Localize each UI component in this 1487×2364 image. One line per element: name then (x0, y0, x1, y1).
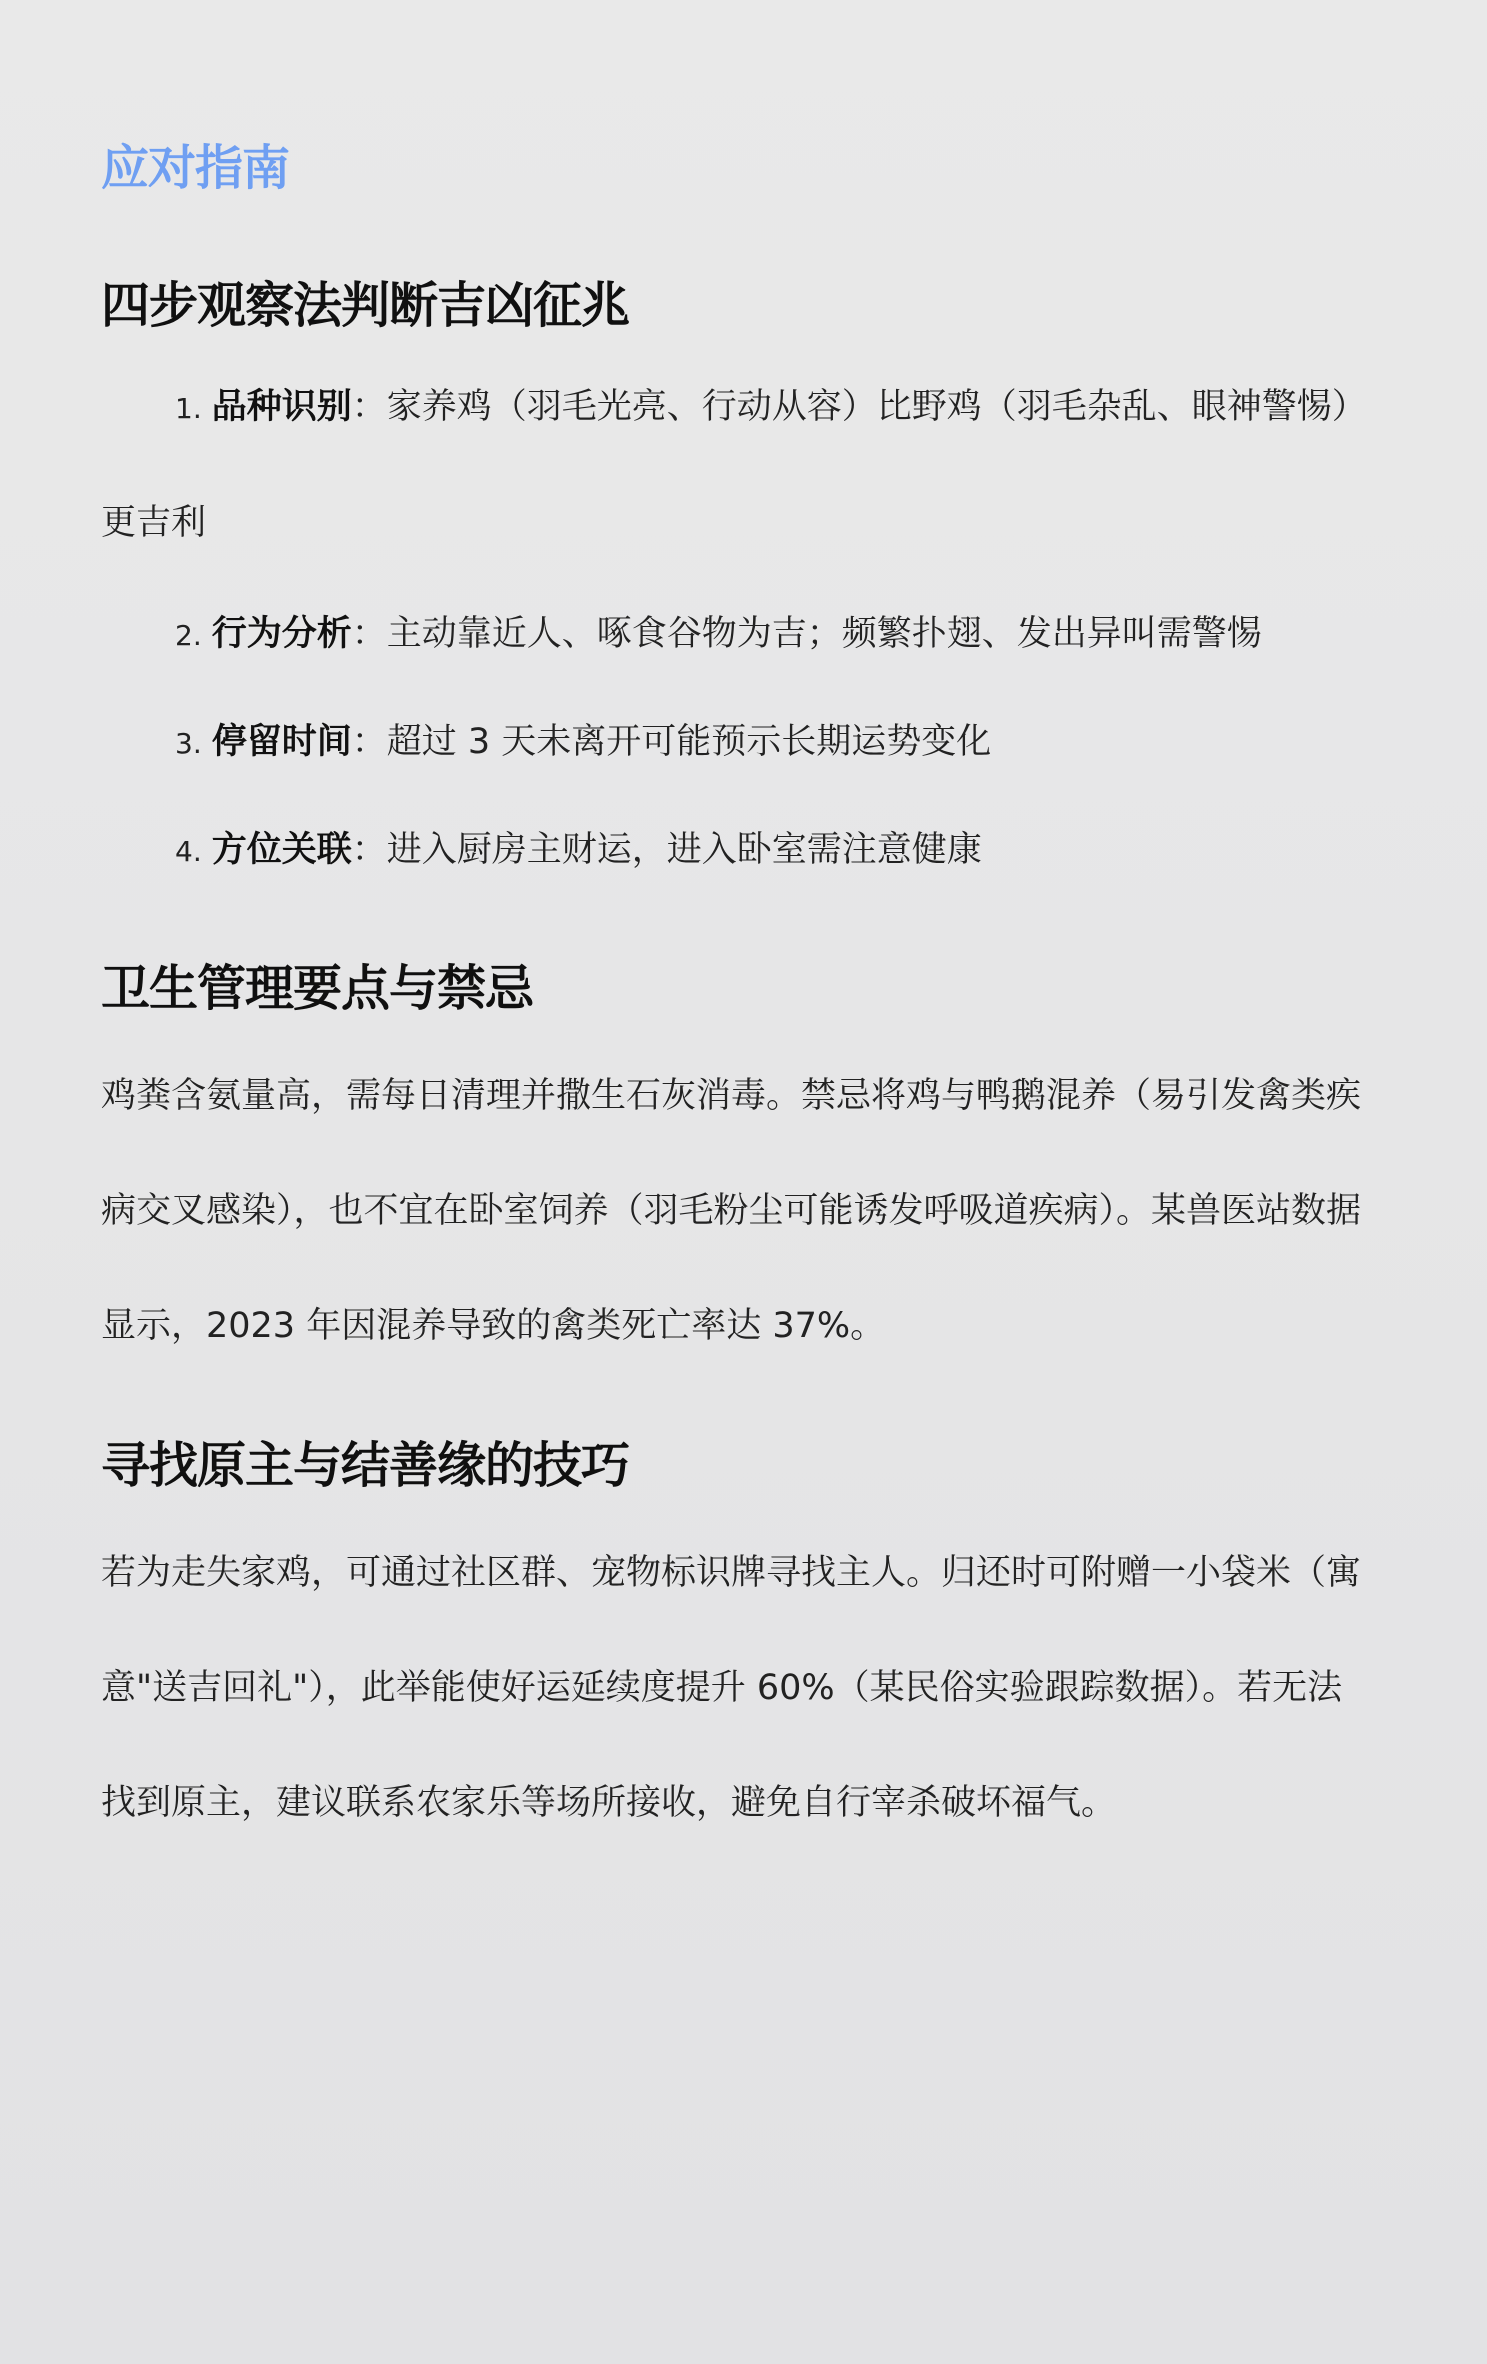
step-text: 超过 3 天未离开可能预示长期运势变化 (386, 722, 992, 762)
step-number: 2. (175, 619, 202, 652)
step-text: 主动靠近人、啄食谷物为吉；频繁扑翅、发出异叫需警惕 (386, 614, 1262, 654)
section-heading-hygiene: 卫生管理要点与禁忌 (101, 960, 534, 1017)
step-term: 品种识别 (211, 387, 352, 427)
list-item (101, 797, 1365, 905)
step-separator: ： (351, 387, 387, 427)
hygiene-paragraph: 鸡粪含氨量高，需每日清理并撒生石灰消毒。禁忌将鸡与鸭鹅混养（易引发禽类疾病交叉感染），也不宜在卧室饲养（羽毛粉尘可能诱发呼吸道疾病）。某兽医站数据显示，2023 年因混养导致的禽类死亡率达 37%。 (101, 1076, 1362, 1346)
step-separator: ： (351, 722, 387, 762)
step-term: 停留时间 (211, 722, 352, 762)
step-number: 3. (175, 727, 202, 760)
section-heading-four-steps: 四步观察法判断吉凶征兆 (101, 277, 630, 334)
step-separator: ： (351, 830, 387, 870)
find-owner-paragraph: 若为走失家鸡，可通过社区群、宠物标识牌寻找主人。归还时可附赠一小袋米（寓意"送吉回礼"），此举能使好运延续度提升 60%（某民俗实验跟踪数据）。若无法找到原主，建议联系农家乐等场所接收，避免自行宰杀破坏福气。 (101, 1553, 1362, 1823)
step-separator: ： (351, 614, 387, 654)
step-number: 4. (175, 835, 202, 868)
document-title: 应对指南 (101, 140, 290, 196)
step-term: 方位关联 (211, 830, 352, 870)
step-text: 家养鸡（羽毛光亮、行动从容）比野鸡（羽毛杂乱、眼神警惕）更吉利 (101, 387, 1350, 543)
list-item (101, 689, 1365, 797)
step-term: 行为分析 (211, 614, 352, 654)
observation-steps-list (101, 350, 1365, 905)
section-heading-find-owner: 寻找原主与结善缘的技巧 (101, 1437, 630, 1494)
step-number: 1. (175, 392, 202, 425)
list-item (101, 350, 1365, 581)
list-item (101, 581, 1365, 689)
step-text: 进入厨房主财运，进入卧室需注意健康 (386, 830, 982, 870)
